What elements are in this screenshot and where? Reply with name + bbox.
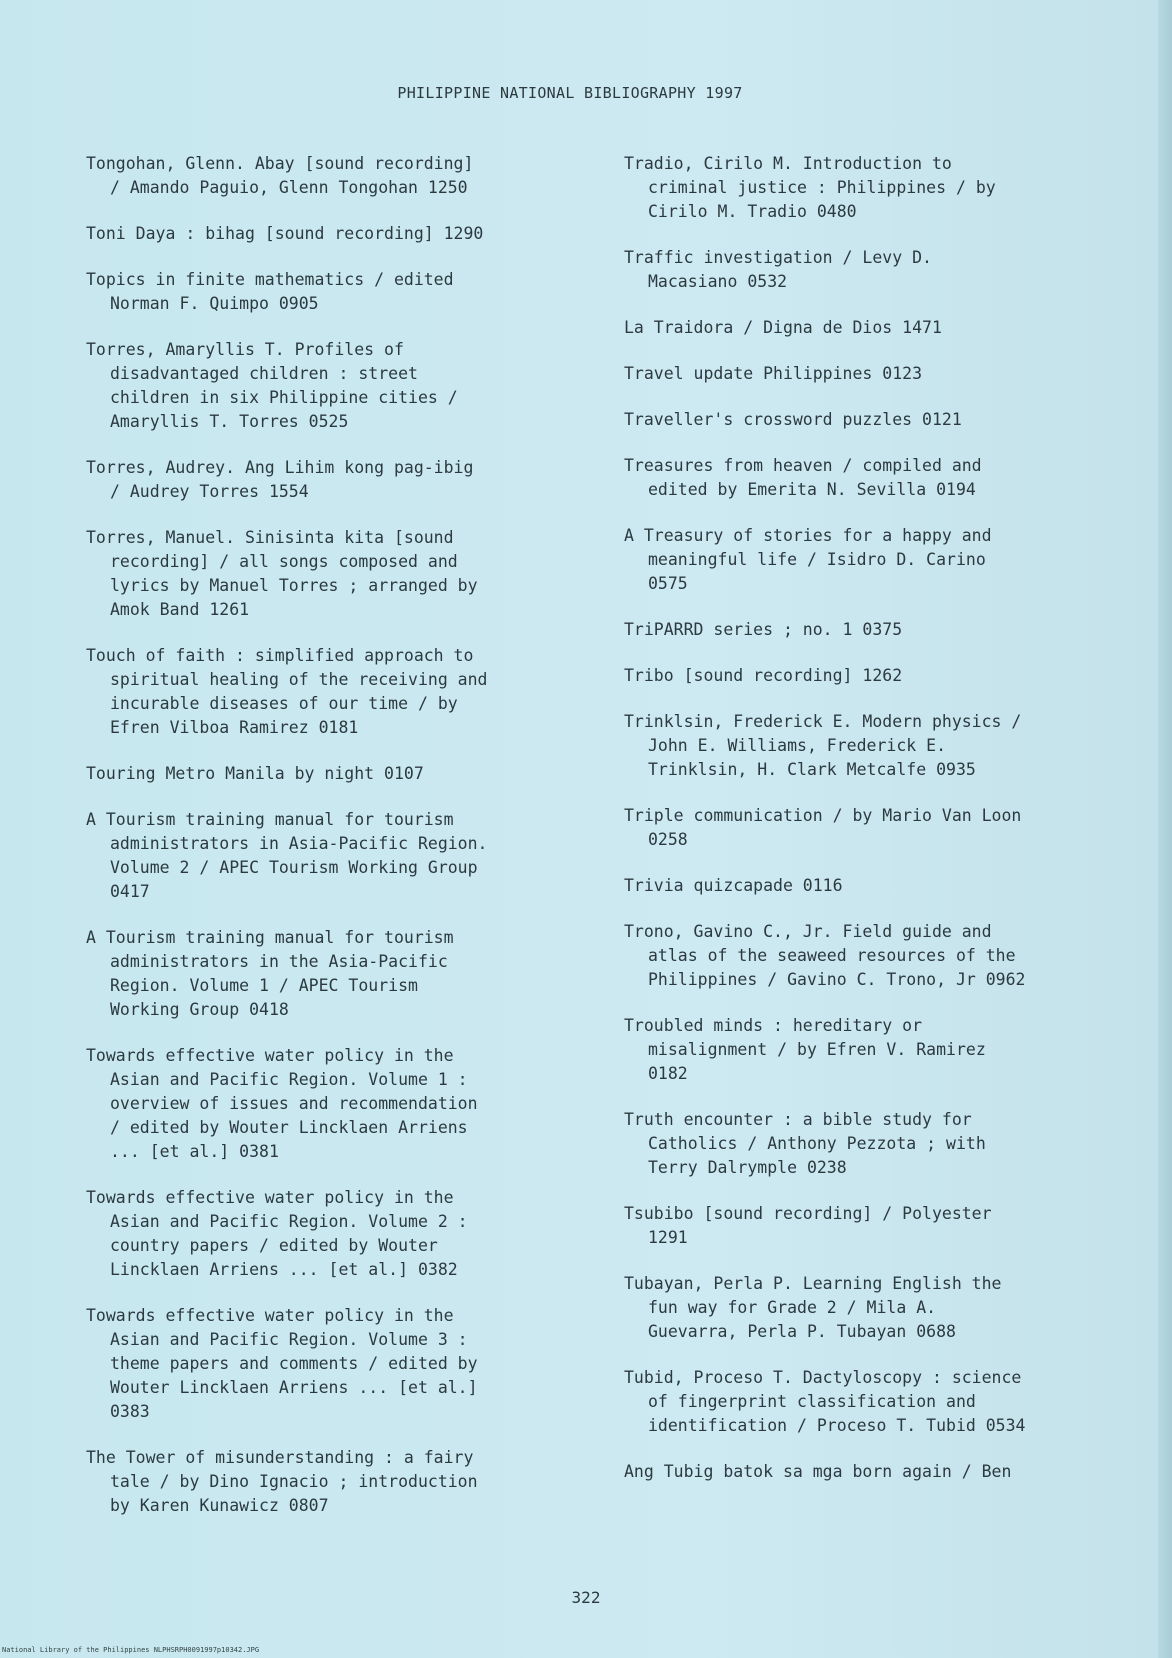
bibliography-entry: Ang Tubig batok sa mga born again / Ben [624, 1462, 1012, 1481]
bibliography-entry: Treasures from heaven / compiled and edited by Emerita N. Sevilla 0194 [624, 456, 982, 499]
bibliography-entry: Trinklsin, Frederick E. Modern physics / John E. Williams, Frederick E. Trinklsin, H. Clark Metcalfe 0935 [624, 712, 1022, 779]
bibliography-entry: Topics in finite mathematics / edited Norman F. Quimpo 0905 [86, 270, 454, 313]
bibliography-entry: Troubled minds : hereditary or misalignment / by Efren V. Ramirez 0182 [624, 1016, 986, 1083]
right-column [624, 152, 1114, 1506]
bibliography-entry: Touring Metro Manila by night 0107 [86, 764, 424, 783]
bibliography-entry: The Tower of misunderstanding : a fairy tale / by Dino Ignacio ; introduction by Karen Kunawicz 0807 [86, 1448, 478, 1515]
bibliography-entry: Tubayan, Perla P. Learning English the fun way for Grade 2 / Mila A. Guevarra, Perla P. Tubayan 0688 [624, 1274, 1002, 1341]
page-number: 322 [571, 1588, 601, 1607]
bibliography-entry: Toni Daya : bihag [sound recording] 1290 [86, 224, 484, 243]
bibliography-entry: Towards effective water policy in the Asian and Pacific Region. Volume 2 : country papers / edited by Wouter Lincklaen Arriens ... [et al.] 0382 [86, 1188, 468, 1279]
bibliography-entry: Tradio, Cirilo M. Introduction to criminal justice : Philippines / by Cirilo M. Tradio 0480 [624, 154, 996, 221]
bibliography-entry: Touch of faith : simplified approach to spiritual healing of the receiving and incurable diseases of our time / by Efren Vilboa Ramirez 0181 [86, 646, 488, 737]
bibliography-entry: Torres, Manuel. Sinisinta kita [sound recording] / all songs composed and lyrics by Manuel Torres ; arranged by Amok Band 1261 [86, 528, 478, 619]
bibliography-entry: Trivia quizcapade 0116 [624, 876, 843, 895]
bibliography-entry: Torres, Amaryllis T. Profiles of disadvantaged children : street children in six Philippine cities / Amaryllis T. Torres 0525 [86, 340, 458, 431]
scan-credit: National Library of the Philippines NLPHSRPH0091997p10342.JPG [2, 1646, 260, 1654]
bibliography-entry: Torres, Audrey. Ang Lihim kong pag-ibig / Audrey Torres 1554 [86, 458, 474, 501]
left-column [86, 152, 576, 1540]
bibliography-entry: Truth encounter : a bible study for Catholics / Anthony Pezzota ; with Terry Dalrymple 0238 [624, 1110, 986, 1177]
bibliography-entry: Towards effective water policy in the Asian and Pacific Region. Volume 1 : overview of issues and recommendation / edited by Wouter Lincklaen Arriens ... [et al.] 0381 [86, 1046, 478, 1161]
bibliography-entry: A Tourism training manual for tourism administrators in the Asia-Pacific Region. Volume 1 / APEC Tourism Working Group 0418 [86, 928, 454, 1019]
bibliography-entry: La Traidora / Digna de Dios 1471 [624, 318, 942, 337]
page-edge [1158, 0, 1172, 1658]
bibliography-entry: Trono, Gavino C., Jr. Field guide and atlas of the seaweed resources of the Philippines / Gavino C. Trono, Jr 0962 [624, 922, 1026, 989]
bibliography-entry: A Tourism training manual for tourism administrators in Asia-Pacific Region. Volume 2 / APEC Tourism Working Group 0417 [86, 810, 488, 901]
bibliography-entry: A Treasury of stories for a happy and meaningful life / Isidro D. Carino 0575 [624, 526, 992, 593]
bibliography-entry: Tsubibo [sound recording] / Polyester 1291 [624, 1204, 992, 1247]
bibliography-entry: Traveller's crossword puzzles 0121 [624, 410, 962, 429]
bibliography-entry: Travel update Philippines 0123 [624, 364, 923, 383]
bibliography-entry: Tribo [sound recording] 1262 [624, 666, 903, 685]
bibliography-entry: Traffic investigation / Levy D. Macasiano 0532 [624, 248, 932, 291]
bibliography-entry: Tubid, Proceso T. Dactyloscopy : science of fingerprint classification and identification / Proceso T. Tubid 0534 [624, 1368, 1026, 1435]
bibliography-entry: Towards effective water policy in the Asian and Pacific Region. Volume 3 : theme papers and comments / edited by Wouter Lincklaen Arriens ... [et al.] 0383 [86, 1306, 478, 1421]
running-header: PHILIPPINE NATIONAL BIBLIOGRAPHY 1997 [397, 84, 743, 102]
bibliography-entry: Tongohan, Glenn. Abay [sound recording] / Amando Paguio, Glenn Tongohan 1250 [86, 154, 474, 197]
bibliography-entry: TriPARRD series ; no. 1 0375 [624, 620, 903, 639]
bibliography-entry: Triple communication / by Mario Van Loon 0258 [624, 806, 1022, 849]
